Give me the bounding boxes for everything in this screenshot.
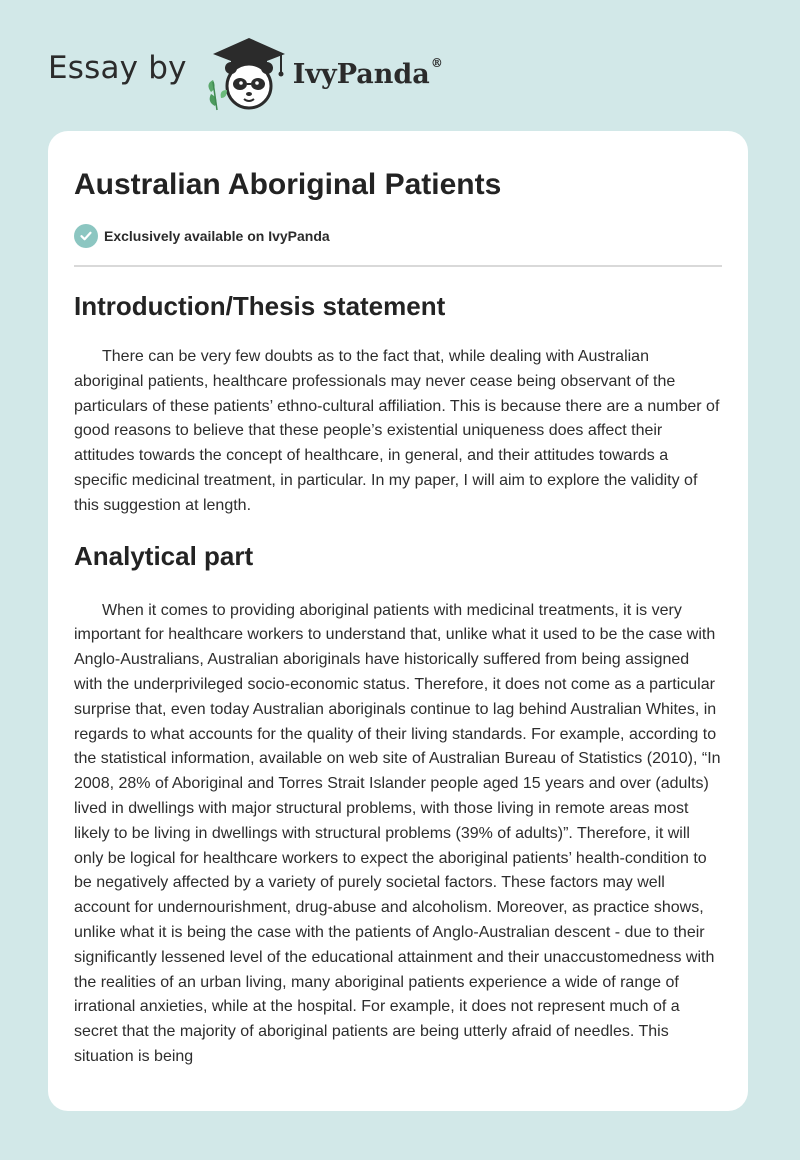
exclusive-badge xyxy=(74,223,722,249)
section-heading-introduction: Introduction/Thesis statement xyxy=(74,291,446,321)
brand-name: IvyPanda® xyxy=(292,55,443,90)
section-paragraph-introduction: There can be very few doubts as to the fact that, while dealing with Australian aboriginal patients, healthcare professionals may never cease being observant of the particulars of these patients’ ethno-cultural affiliation. This is because there are a number of good reasons to believe that these people’s existential uniqueness does affect their attitudes towards the concept of healthcare, in general, and their attitudes towards a specific medicinal treatment, in particular. In my paper, I will aim to explore the validity of this suggestion at length. xyxy=(74,348,720,514)
section-heading-analytical: Analytical part xyxy=(74,540,254,571)
check-circle-icon xyxy=(74,224,98,248)
exclusive-label: Exclusively available on IvyPanda xyxy=(104,228,330,244)
panda-graduate-icon xyxy=(201,32,291,112)
article-title: Australian Aboriginal Patients xyxy=(74,168,502,201)
brand-prefix: Essay by xyxy=(48,50,187,86)
article-card xyxy=(48,131,748,1111)
brand-header[interactable] xyxy=(48,32,443,112)
registered-mark: ® xyxy=(430,55,443,70)
section-paragraph-analytical: When it comes to providing aboriginal patients with medicinal treatments, it is very important for healthcare workers to understand that, unlike what it used to be the case with Anglo-Australians, Australian aboriginals have historically suffered from being assigned with the underprivileged socio-economic status. Therefore, it does not come as a particular surprise that, even today Australian aboriginals continue to lag behind Australian Whites, in regards to what accounts for the quality of their living standards. For example, according to the statistical information, available on web site of Australian Bureau of Statistics (2010), “In 2008, 28% of Aboriginal and Torres Strait Islander people aged 15 years and over (adults) lived in dwellings with major structural problems, with those living in remote areas most likely to be living in dwellings with structural problems (39% of adults)”. Therefore, it will only be logical for healthcare workers to expect the aboriginal patients’ health-condition to be negatively affected by a variety of purely societal factors. These factors may well account for undernourishment, drug-abuse and alcoholism. Moreover, as practice shows, unlike what it is being the case with the patients of Anglo-Australian descent - due to their significantly lessened level of the educational attainment and their unaccustomedness with the realities of an urban living, many aboriginal patients experience a wide of range of irrational anxieties, while at the hospital. For example, it does not represent much of a secret that the majority of aboriginal patients are being utterly afraid of needles. This situation is being xyxy=(74,601,721,1065)
divider xyxy=(74,265,722,267)
